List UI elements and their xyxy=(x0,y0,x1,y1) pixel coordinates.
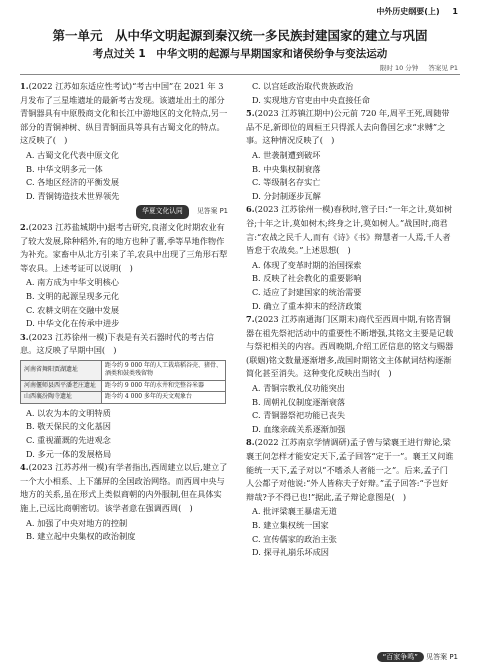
table-row xyxy=(21,392,226,404)
section-title: 考点过关 1 中华文明的起源与早期国家和诸侯纷争与变法运动 xyxy=(92,48,388,60)
footer-badge xyxy=(377,652,458,662)
question-3 xyxy=(20,331,228,462)
right-column xyxy=(246,80,454,560)
option: C. 等级制名存实亡 xyxy=(252,177,321,188)
option: B. 建立集权统一国家 xyxy=(252,520,329,530)
book-title: 中外历史纲要(上) xyxy=(376,7,440,16)
footer-answer-ref: 见答案 P1 xyxy=(426,653,458,661)
badge-answer-ref: 见答案 P1 xyxy=(197,207,228,216)
option: D. 中华文化在传承中进步 xyxy=(26,318,120,329)
question-stem: 6.(2023 江苏徐州一模)春秋时,管子曰:“一年之计,莫如树谷;十年之计,莫如树木;终身之计,莫如树人。”战国时,商君言:“农战之民千人,而有《诗》《书》辩慧者一人焉,千人者皆怠于农战矣。”上述思想( ) xyxy=(246,204,453,256)
option: C. 以宫廷政治取代贵族政治 xyxy=(252,81,354,91)
question-4-continued xyxy=(246,80,454,107)
table-cell: 距今约 4 000 多年的天文观象台 xyxy=(102,392,226,404)
option: A. 古蜀文化代表中原文化 xyxy=(26,149,119,160)
question-5 xyxy=(246,107,454,203)
question-stem: 5.(2023 江苏镇江期中)公元前 720 年,周平王死,周随带品不足,新即位的周桓王只得派人去向鲁国乞求“求赙”之事。这种情况反映了( ) xyxy=(246,108,450,146)
question-2 xyxy=(20,221,228,331)
option: D. 探寻礼崩乐坏成因 xyxy=(252,547,329,558)
option: C. 农耕文明在交融中发展 xyxy=(26,304,120,315)
question-stem: 8.(2022 江苏南京学情调研)孟子曾与梁襄王进行辩论,梁襄王问怎样才能安定天下,孟子回答“定于一”。襄王又问谁能统一天下,孟子对以“不嗜杀人者能一之”。后来,孟子门人公都子对他说:“外人皆称夫子好辩。”孟子回答:“予岂好辩哉?予不得已也!”据此,孟子辩论意图是( ) xyxy=(246,437,454,502)
option: D. 多元一体的发展格局 xyxy=(26,448,112,459)
table-row xyxy=(21,360,226,380)
question-1 xyxy=(20,80,228,203)
option: B. 敬天保民的文化基因 xyxy=(26,421,111,432)
option: B. 中央集权制衰落 xyxy=(252,163,321,174)
table-row xyxy=(21,380,226,392)
option: B. 建立起中央集权的政治制度 xyxy=(26,531,136,542)
option: D. 分封制逐步瓦解 xyxy=(252,190,321,201)
option: D. 青铜铸造技术世界领先 xyxy=(26,190,120,201)
question-8 xyxy=(246,436,454,559)
option: A. 南方成为中华文明核心 xyxy=(26,277,119,288)
option: D. 血缘亲疏关系逐渐加强 xyxy=(252,423,346,434)
site-table xyxy=(20,360,226,404)
option: C. 宣传儒家的政治主张 xyxy=(252,533,337,544)
option: B. 周朝礼仪制度逐渐衰落 xyxy=(252,396,346,407)
option: B. 中华文明多元一体 xyxy=(26,163,103,174)
option: A. 以农为本的文明特质 xyxy=(26,407,111,418)
option: C. 各地区经济的平衡发展 xyxy=(26,177,120,188)
table-cell: 距今约 9 000 年的水井和完整谷米器 xyxy=(102,380,226,392)
badge-label: 华夏文化认同 xyxy=(136,205,189,219)
option: A. 世袭制遭到破坏 xyxy=(252,149,321,160)
option: B. 文明的起源呈现多元化 xyxy=(26,290,120,301)
unit-title: 第一单元 从中华文明起源到秦汉统一多民族封建国家的建立与巩固 xyxy=(52,28,428,43)
topic-badge xyxy=(20,205,228,219)
question-7 xyxy=(246,313,454,436)
option: A. 青铜宗教礼仪功能突出 xyxy=(252,383,345,394)
option: D. 实现地方官吏由中央直接任命 xyxy=(252,94,370,105)
time-limit: 限时 10 分钟 xyxy=(379,64,419,72)
question-stem: 7.(2023 江苏南通海门区期末)商代至西周中期,有铭青铜器在祖先祭祀活动中的重要性不断增强,其铭文主要是记载与祭祀相关的内容。西周晚期,介绍工匠信息的铭文与赐器(联姻)铭文数量逐渐增多,战国时期铭文主体献词结构逐渐简化甚至消失。这种变化反映出当时( ) xyxy=(246,314,454,379)
option: C. 适应了封建国家的统治需要 xyxy=(252,286,362,297)
time-limit-row xyxy=(380,63,458,72)
question-stem: 1.(2022 江苏如东适应性考试)“考古中国”在 2021 年 3 月发布了三星堆遗址的最新考古发现。该遗址出土的部分青铜器具有中原殷商文化和长江中游地区的文化特点,另一部分的青铜神树、纵目青铜面具等具有古蜀文化的特点。这反映了( ) xyxy=(20,81,228,146)
table-cell: 山西襄汾陶寺遗址 xyxy=(21,392,102,404)
option: C. 重视灌溉的先进观念 xyxy=(26,435,111,446)
running-header xyxy=(376,6,458,17)
option: B. 反映了社会教化的重要影响 xyxy=(252,273,362,284)
question-4 xyxy=(20,461,228,544)
table-cell: 距今约 9 000 年的人工栽培稻谷壳、猪骨、酒类和鼓类残留物 xyxy=(102,360,226,380)
question-6 xyxy=(246,203,454,313)
question-stem: 3.(2023 江苏徐州一模)下表是有关石器时代的考古信息。这反映了早期中国( ) xyxy=(20,331,214,356)
answer-reference: 答案见 P1 xyxy=(428,64,458,72)
table-cell: 河南偃师县西平潘老庄遗址 xyxy=(21,380,102,392)
question-stem: 4.(2023 江苏苏州一模)有学者指出,西周建立以后,建立了一个大小相系、上下藩屏的全国政治网络。而西周中央与地方的关系,虽在形式上类似商朝的内外服制,但在具体实施上,已远比商朝密切。该学者意在强调西周( ) xyxy=(20,462,228,514)
question-stem: 2.(2023 江苏盐城期中)据考古研究,良渚文化时期农业有了较大发展,除种稻外,有的地方也种了薯,季等旱地作物作为补充。家畜中从北方引来了羊,农具中出现了三角形石犁等农具。上述考证可以说明( ) xyxy=(20,221,228,273)
option: A. 批评梁襄王暴虐无道 xyxy=(252,506,337,517)
option: D. 确立了重本抑末的经济政策 xyxy=(252,300,362,311)
option: A. 体现了变革时期的治国探索 xyxy=(252,259,362,270)
table-cell: 河南省舞阳贾湖遗址 xyxy=(21,360,102,380)
option: C. 青铜器祭祀功能已丧失 xyxy=(252,410,346,421)
footer-label: “百家争鸣” xyxy=(377,652,424,662)
left-column xyxy=(20,80,228,544)
option: A. 加强了中央对地方的控制 xyxy=(26,517,128,528)
divider xyxy=(20,74,460,75)
page-number: 1 xyxy=(452,7,458,16)
